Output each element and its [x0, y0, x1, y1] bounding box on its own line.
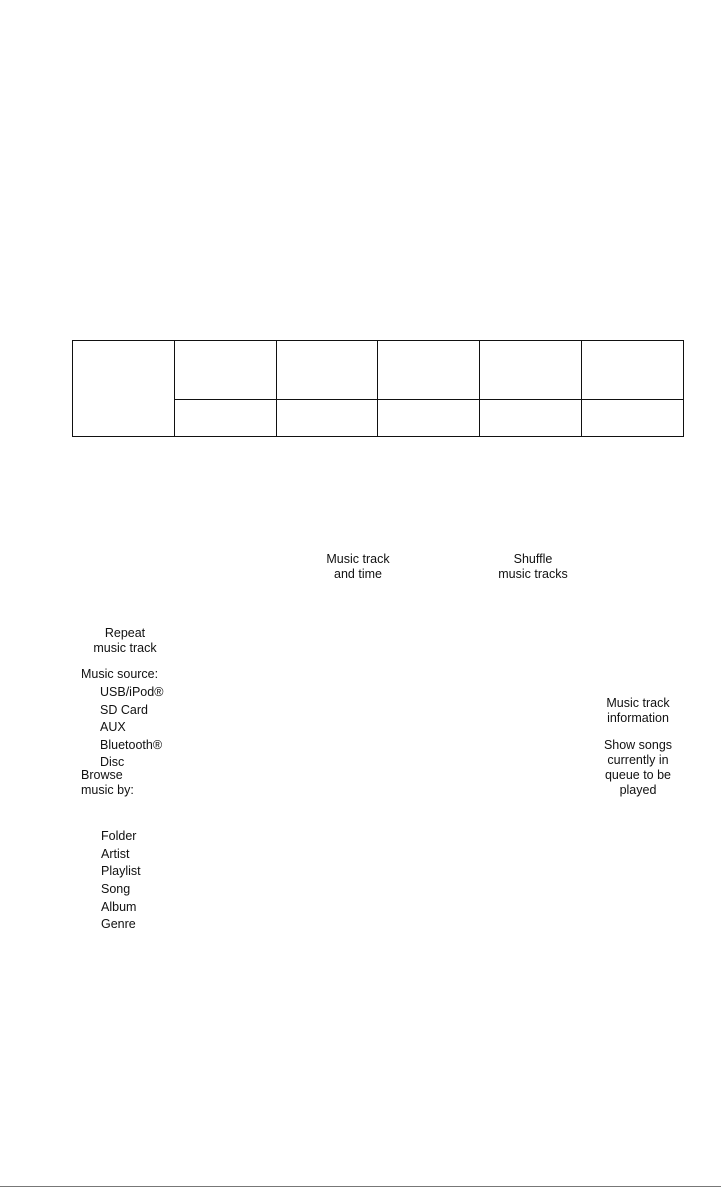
- table-cell: [174, 341, 276, 400]
- reference-table: [72, 340, 684, 437]
- music-source-list: [100, 684, 163, 772]
- list-item: Playlist: [101, 864, 141, 879]
- list-item: AUX: [100, 720, 126, 735]
- callout-music-source-heading: Music source:: [81, 667, 159, 681]
- table-cell: [480, 341, 582, 400]
- table-cell-header: [73, 341, 175, 437]
- callout-browse-heading: Browse music by:: [81, 768, 134, 797]
- list-item: USB/iPod®: [100, 685, 164, 699]
- list-item: Song: [101, 882, 131, 897]
- list-item: Album: [101, 899, 137, 914]
- table-cell: [276, 400, 378, 437]
- list-item: Genre: [101, 917, 136, 932]
- callout-track-info: Music track information: [606, 696, 670, 725]
- callout-shuffle: Shuffle music tracks: [498, 552, 568, 581]
- table-cell: [480, 400, 582, 437]
- table-cell: [378, 400, 480, 437]
- list-item: Folder: [101, 829, 137, 843]
- browse-list: [101, 828, 141, 934]
- table-cell: [582, 400, 684, 437]
- table-row: [73, 341, 684, 400]
- table-cell: [276, 341, 378, 400]
- callout-music-track-time: Music track and time: [326, 552, 390, 581]
- table-cell: [174, 400, 276, 437]
- list-item: SD Card: [100, 702, 148, 717]
- list-item: Bluetooth®: [100, 737, 163, 752]
- list-item: Disc: [100, 755, 125, 770]
- list-item: Artist: [101, 846, 130, 861]
- table-cell: [378, 341, 480, 400]
- callout-show-songs: Show songs currently in queue to be played: [603, 738, 673, 797]
- table-cell: [582, 341, 684, 400]
- callout-repeat: Repeat music track: [93, 626, 157, 655]
